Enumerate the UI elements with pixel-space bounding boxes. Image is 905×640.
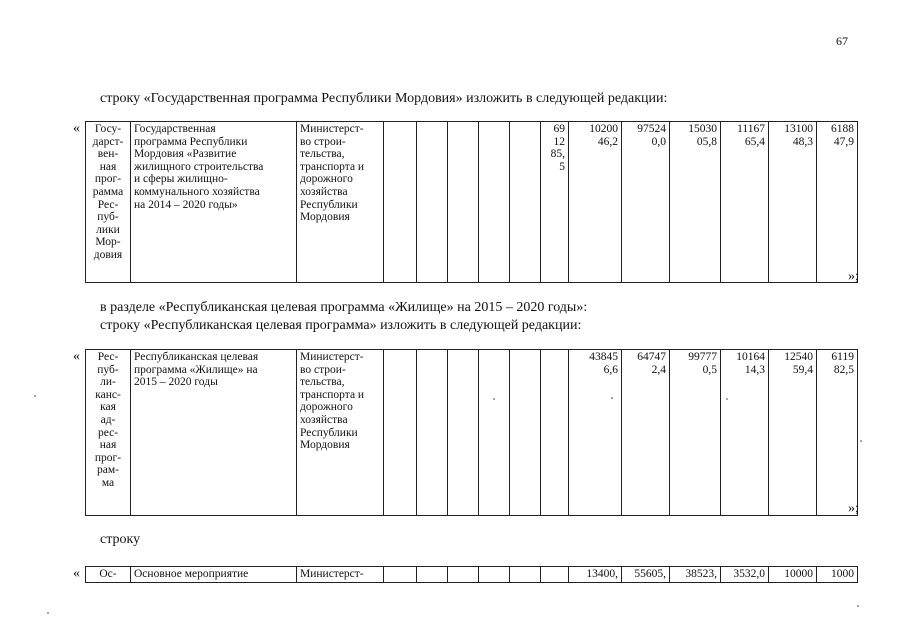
row-name-cell [86, 350, 131, 516]
value-line: 59,4 [792, 363, 813, 376]
program-title-line: Государственная [134, 123, 216, 135]
row-name-line: ная [99, 439, 117, 452]
value-cell [817, 350, 858, 516]
value-line: 43845 [589, 351, 618, 363]
value-line: 11167 [737, 123, 765, 135]
scan-speck [726, 398, 728, 400]
value-cell [769, 350, 817, 516]
ministry-line: Мордовия [300, 211, 350, 224]
value-cell: 10000 [769, 567, 817, 583]
scan-speck [493, 398, 495, 400]
row-name-line: прог- [94, 451, 122, 464]
row-name-line: пуб- [97, 363, 119, 376]
ministry-line: Министерст- [300, 123, 364, 135]
row-name-line: довия [93, 248, 123, 261]
empty-cell [510, 350, 541, 516]
value-line: 0,5 [702, 363, 717, 376]
value-line: 64747 [637, 351, 666, 363]
ministry-line: транспорта и [300, 160, 365, 173]
value-cell [670, 122, 721, 283]
value-cell [769, 122, 817, 283]
scan-speck [857, 605, 859, 607]
table-state-program [85, 121, 858, 283]
empty-cell [448, 122, 479, 283]
row-name-line: прог- [94, 173, 122, 186]
program-title-line: Мордовия «Развитие [134, 148, 237, 161]
row-name-line: вен- [97, 148, 119, 161]
page-number: 67 [836, 34, 848, 48]
scan-speck [860, 440, 862, 442]
row-name-cell [86, 122, 131, 283]
value-line: 5 [559, 160, 565, 173]
value-line: 6188 [831, 123, 854, 135]
ministry-line: тельства, [300, 376, 345, 389]
value-line: 12540 [784, 351, 813, 363]
value-cell [569, 350, 622, 516]
value-cell [622, 350, 670, 516]
empty-cell [510, 567, 541, 583]
row-name-line: Рес- [97, 198, 119, 211]
program-title-line: жилищного строительства [134, 160, 264, 173]
open-quote-1: « [73, 121, 80, 136]
value-cell: 3532,0 [721, 567, 769, 583]
value-line: 99777 [688, 351, 717, 363]
empty-cell [541, 567, 569, 583]
value-line: 15030 [688, 123, 717, 135]
row-name-line: рес- [97, 426, 119, 439]
value-line: 13100 [784, 123, 813, 135]
value-line: 82,5 [833, 363, 854, 376]
open-quote-3: « [73, 566, 80, 581]
ministry-line: дорожного [300, 173, 353, 186]
responsible-ministry-cell [297, 350, 384, 516]
value-line: 0,0 [651, 135, 666, 148]
empty-cell [417, 567, 448, 583]
row-name-line: пуб- [97, 211, 119, 224]
value-line: 46,2 [597, 135, 618, 148]
empty-cell [417, 122, 448, 283]
empty-cell [510, 122, 541, 283]
value-line: 85, [550, 148, 565, 161]
ministry-line: Республики [300, 198, 358, 211]
ministry-line: тельства, [300, 148, 345, 161]
program-title-cell [131, 122, 297, 283]
value-line: 10200 [589, 123, 618, 135]
value-cell [670, 350, 721, 516]
value-line: 6119 [831, 351, 854, 363]
program-title-line: Республиканская целевая [134, 351, 259, 363]
row-name-line: рамма [92, 185, 124, 198]
empty-cell [479, 122, 510, 283]
row-name-line: ли- [100, 376, 116, 389]
program-title-line: коммунального хозяйства [134, 185, 260, 198]
value-line: 48,3 [792, 135, 813, 148]
row-name-line: ма [101, 476, 115, 489]
value-line: 65,4 [744, 135, 765, 148]
paragraph-target-program: строку «Республиканская целевая программа» изложить в следующей редакции: [100, 318, 582, 333]
ministry-line: во строи- [300, 363, 346, 376]
value-cell [569, 122, 622, 283]
row-name-line: Рес- [97, 351, 119, 363]
row-name-line: Госу- [94, 123, 122, 135]
ministry-line: во строи- [300, 135, 346, 148]
value-line: 69 [553, 123, 565, 135]
program-title-cell: Основное мероприятие [131, 567, 297, 583]
value-line: 6,6 [603, 363, 618, 376]
open-quote-2: « [73, 349, 80, 364]
scan-speck [47, 612, 49, 614]
empty-cell [417, 350, 448, 516]
program-title-line: программа «Жилище» на [134, 363, 258, 376]
value-line: 12 [553, 135, 565, 148]
program-title-line: на 2014 – 2020 годы» [134, 198, 238, 211]
program-title-line: 2015 – 2020 годы [134, 376, 218, 389]
value-line: 97524 [637, 123, 666, 135]
empty-cell [384, 567, 417, 583]
paragraph-section-housing: в разделе «Республиканская целевая программа «Жилище» на 2015 – 2020 годы»: [100, 300, 588, 315]
value-cell [622, 122, 670, 283]
row-name-line: Мор- [95, 236, 121, 249]
empty-cell [479, 350, 510, 516]
scan-speck [34, 395, 36, 397]
ministry-line: Мордовия [300, 439, 350, 452]
close-quote-2: »; [848, 501, 859, 516]
ministry-line: транспорта и [300, 388, 365, 401]
ministry-line: Министерст- [300, 351, 364, 363]
row-name-line: ад- [100, 413, 116, 426]
table-housing-program [85, 349, 858, 516]
empty-cell [479, 567, 510, 583]
row-name-line: ная [99, 160, 117, 173]
ministry-line: дорожного [300, 401, 353, 414]
value-line: 47,9 [833, 135, 854, 148]
row-name-line: канс- [95, 388, 121, 401]
value-line: 14,3 [744, 363, 765, 376]
row-name-line: лики [96, 223, 120, 236]
value-line: 10164 [736, 351, 765, 363]
row-name-line: кая [100, 401, 116, 414]
empty-cell [541, 350, 569, 516]
ministry-line: Республики [300, 426, 358, 439]
ministry-line: хозяйства [300, 185, 348, 198]
empty-cell [384, 122, 417, 283]
ministry-line: хозяйства [300, 413, 348, 426]
paragraph-state-program: строку «Государственная программа Республики Мордовия» изложить в следующей редакции: [100, 91, 668, 106]
close-quote-1: »; [848, 269, 859, 284]
value-line: 2,4 [651, 363, 666, 376]
value-cell [541, 122, 569, 283]
empty-cell [384, 350, 417, 516]
paragraph-row: строку [100, 532, 141, 547]
row-name-line: дарст- [92, 135, 124, 148]
scan-speck [611, 397, 613, 399]
row-name-cell: Ос- [86, 567, 131, 583]
value-cell [817, 122, 858, 283]
row-name-line: рам- [97, 464, 119, 477]
responsible-ministry-cell: Министерст- [297, 567, 384, 583]
program-title-line: программа Республики [134, 135, 248, 148]
value-cell: 1000 [817, 567, 858, 583]
value-cell: 55605, [622, 567, 670, 583]
value-cell: 38523, [670, 567, 721, 583]
value-cell [721, 122, 769, 283]
table-main-activity [85, 566, 858, 583]
value-cell: 13400, [569, 567, 622, 583]
program-title-line: и сферы жилищно- [134, 173, 228, 186]
empty-cell [448, 567, 479, 583]
program-title-cell [131, 350, 297, 516]
responsible-ministry-cell [297, 122, 384, 283]
empty-cell [448, 350, 479, 516]
value-line: 05,8 [696, 135, 717, 148]
value-cell [721, 350, 769, 516]
